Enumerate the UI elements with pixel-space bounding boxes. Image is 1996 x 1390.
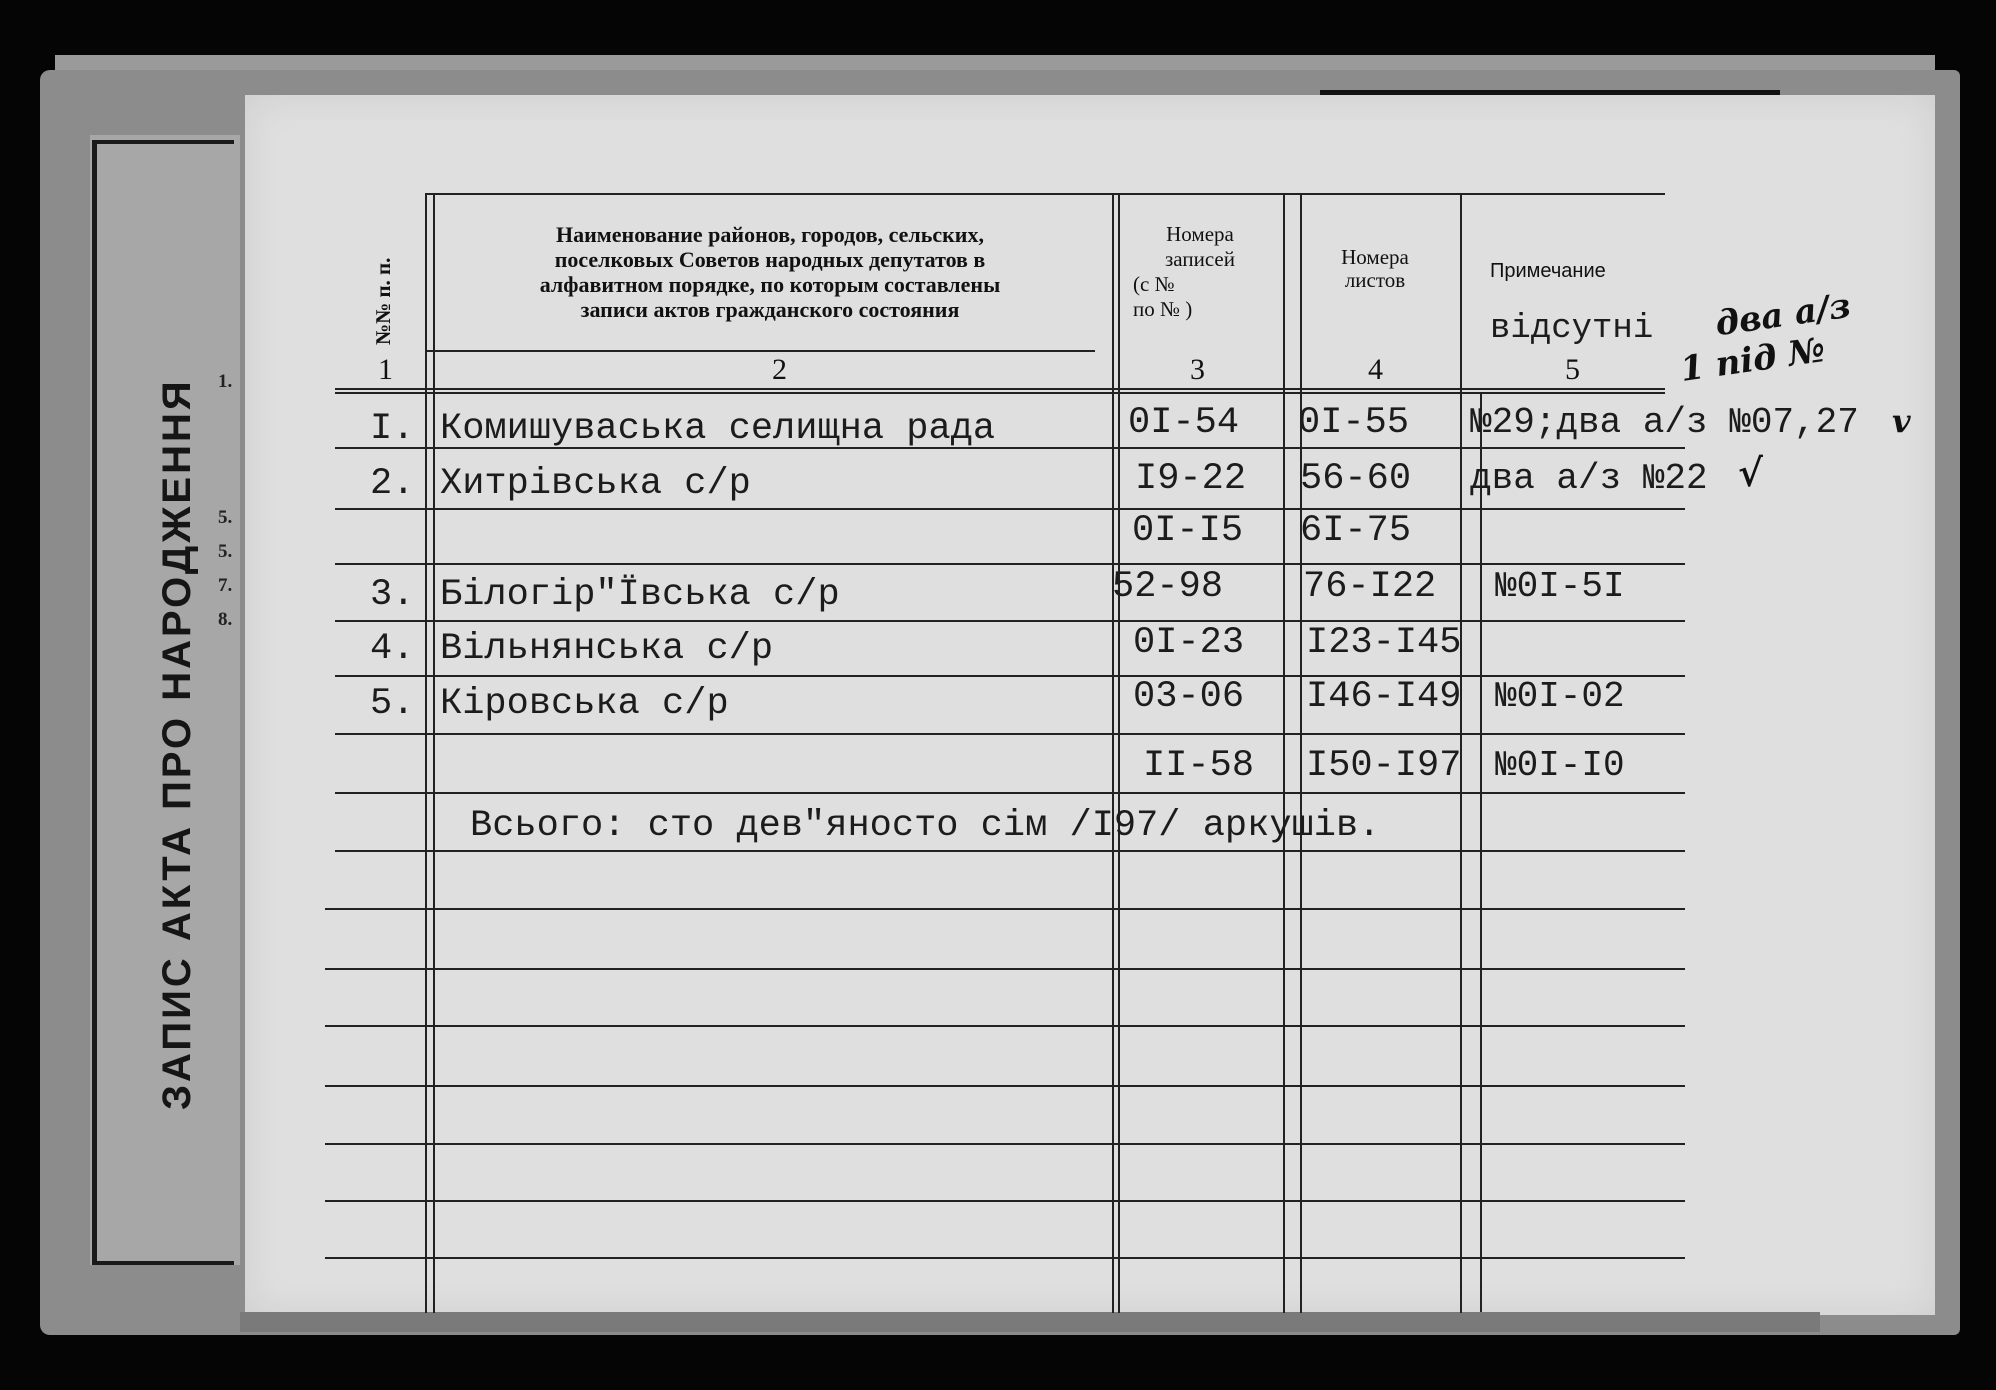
header-col3-line: записей [1165, 247, 1235, 271]
side-number: 8. [218, 609, 233, 630]
header-col2-line: Наименование районов, городов, сельских, [556, 222, 984, 247]
grid-line [425, 350, 1095, 352]
checkmark-icon: √ [1738, 450, 1763, 495]
row-name: Кіровська с/р [440, 683, 729, 725]
row-name: Вільнянська с/р [440, 628, 774, 670]
side-number: 7. [218, 575, 233, 596]
row-sheets: 0I-55 [1298, 402, 1410, 444]
row-records: I9-22 [1135, 458, 1247, 500]
header-col4-line: Номера [1341, 245, 1409, 269]
row-records: 0I-54 [1128, 402, 1240, 444]
side-number [218, 399, 232, 433]
header-col2-line: алфавитном порядке, по которым составлены [539, 272, 1001, 297]
row-number: 4. [370, 628, 415, 670]
side-number: 5. [218, 507, 233, 528]
column-number: 3 [1190, 353, 1205, 386]
row-sheets: 76-I22 [1303, 566, 1437, 608]
grid-line [1283, 193, 1285, 1313]
total-line: Всього: сто дев"яносто сім /I97/ аркушів. [470, 805, 1381, 847]
row-name: Хитрівська с/р [440, 463, 751, 505]
grid-line [335, 392, 1665, 394]
header-col4-line: листов [1344, 268, 1406, 292]
side-number: 1. [218, 371, 233, 392]
row-sheets: 56-60 [1300, 458, 1412, 500]
header-col3-line: Номера [1166, 222, 1234, 246]
row-sheets: I50-I97 [1306, 745, 1462, 787]
column-number: 4 [1368, 353, 1383, 386]
top-handwritten-stroke [1320, 50, 1780, 95]
grid-line [335, 850, 1685, 852]
spine-title: ЗАПИС АКТА ПРО НАРОДЖЕННЯ [155, 378, 199, 1110]
row-note: №29;два а/з №07,27 [1470, 402, 1859, 443]
header-col2-line: поселковых Советов народных депутатов в [554, 247, 986, 272]
header-col1 [367, 205, 407, 345]
row-note: два а/з №22 [1470, 458, 1708, 499]
row-records: 03-06 [1133, 676, 1245, 718]
row-note: №0I-5I [1495, 566, 1625, 607]
grid-line [335, 563, 1685, 565]
header-col3-line: (с № [1133, 272, 1175, 296]
side-numbers [218, 365, 232, 637]
column-number: 5 [1565, 353, 1580, 386]
header-col3-line: по № ) [1133, 297, 1193, 321]
grid-line [335, 792, 1685, 794]
checkmark-icon: v [1892, 402, 1911, 440]
header-col5: Примечание [1490, 260, 1606, 282]
grid-line [335, 388, 1665, 390]
header-col5-typed-note: відсутні [1490, 310, 1654, 348]
row-note: №0I-02 [1495, 676, 1625, 717]
row-records: 0I-I5 [1132, 510, 1244, 552]
row-number: 3. [370, 574, 415, 616]
grid-line [335, 508, 1685, 510]
header-col4 [1290, 246, 1460, 292]
header-handwritten-note: два а/з [1712, 285, 1854, 345]
grid-line [335, 675, 1685, 677]
column-number: 1 [378, 353, 393, 386]
grid-line [1118, 193, 1120, 1313]
grid-line [1300, 193, 1302, 1313]
row-sheets: 6I-75 [1300, 510, 1412, 552]
row-records: II-58 [1143, 745, 1255, 787]
side-number: 5. [218, 541, 233, 562]
header-handwritten-note: 1 під № [1677, 330, 1828, 390]
row-number: 2. [370, 463, 415, 505]
grid-line [1480, 392, 1482, 1312]
column-number: 2 [772, 353, 787, 386]
grid-line [433, 193, 435, 1313]
header-col2-line: записи актов гражданского состояния [580, 297, 960, 322]
header-col1-title: №№ п. п. [371, 257, 395, 345]
row-sheets: I46-I49 [1306, 676, 1462, 718]
row-sheets: I23-I45 [1306, 622, 1462, 664]
row-records: 0I-23 [1133, 622, 1245, 664]
grid-line [425, 193, 1665, 195]
grid-line [425, 193, 427, 1313]
row-number: 5. [370, 683, 415, 725]
grid-line [1112, 193, 1114, 1313]
grid-line [335, 620, 1685, 622]
grid-line [335, 733, 1685, 735]
side-number [218, 433, 232, 467]
row-note: №0I-I0 [1495, 745, 1625, 786]
row-name: Білогір"Ївська с/р [440, 574, 840, 616]
row-records: 52-98 [1112, 566, 1224, 608]
row-number: I. [370, 408, 415, 450]
row-name: Комишуваська селищна рада [440, 408, 996, 450]
page-bottom-edge [240, 1312, 1820, 1332]
header-col3 [1125, 222, 1275, 322]
side-number [218, 467, 232, 501]
header-col2 [440, 222, 1100, 322]
